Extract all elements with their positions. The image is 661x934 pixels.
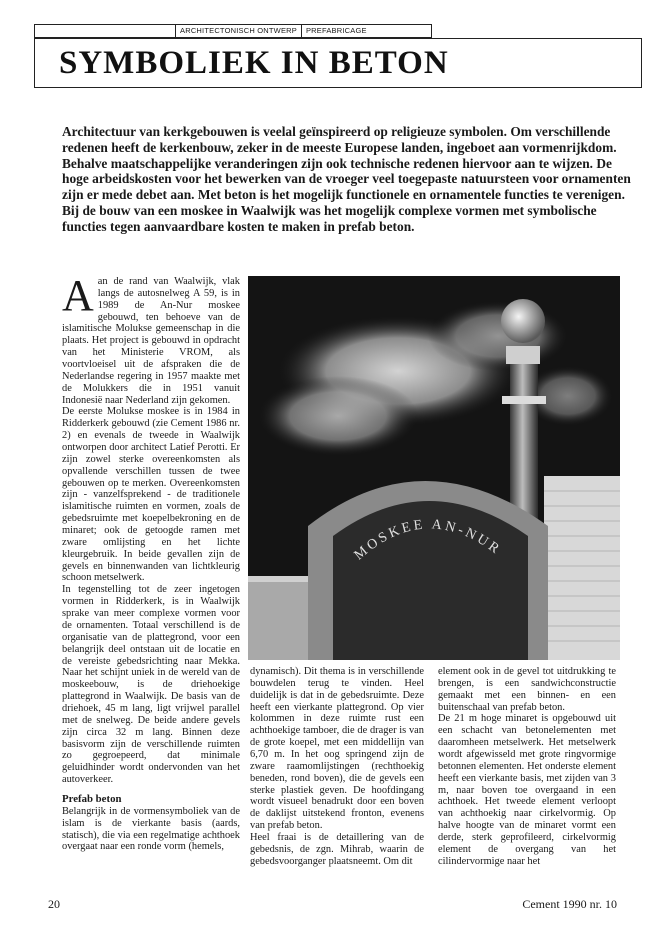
body-column-2 — [250, 666, 424, 868]
body-paragraph: In tegenstelling tot de zeer ingetogen vormen in Ridderkerk, is in Waalwijk sprake van meer complexe vormen voor de ornamenten. Totaal verschillend is de organisatie van de plattegrond, voor een belangrijk deel ontstaan uit de locatie en de vereiste gebedsrichting naar Mekka. Naar het schijnt uniek in de wereld van de moskeebouw, is de driehoekige plattegrond in Waalwijk. De basis van de driehoek, 45 m lang, ligt vrijwel parallel met de snelweg. De beide andere gevels zijn circa 32 m lang. Binnen deze basisvorm zijn de verschillende ruimten zo gegroepeerd, dat minimale geluidhinder wordt ondervonden van het autoverkeer. — [62, 584, 240, 786]
page-number: 20 — [48, 897, 60, 911]
section-label-secondary: PREFABRICAGE — [305, 26, 367, 35]
article-intro: Architectuur van kerkgebouwen is veelal geïnspireerd op religieuze symbolen. Om verschillende redenen heeft de kerkenbouw, zeker in de meeste Europese landen, ingeboet aan vormenrijkdom. Behalve maatschappelijke veranderingen zijn ook technische redenen hiervoor aan te wijzen. De hoge arbeidskosten voor het bewerken van de vroeger veel toegepaste natuursteen voor ornamenten zijn er mede debet aan. Met beton is het mogelijk functionele en ornamentele functies te verenigen. Bij de bouw van een moskee in Waalwijk was het mogelijk complexe vormen met symbolische functies tegen aanvaardbare kosten te maken in prefab beton. — [62, 124, 631, 234]
body-paragraph: an de rand van Waalwijk, vlak langs de autosnelweg A 59, is in 1989 de An-Nur moskee gebouwd, ten behoeve van de islamitische Molukse gemeenschap in die plaats. Het project is gebouwd in opdracht van het Ministerie VROM, als voortvloeisel uit de afspraken die de Nederlandse regering in 1957 maakte met de Molukkers die in 1951 vanuit Indonesië naar Nederland zijn gekomen. — [62, 276, 240, 406]
drop-cap: A — [62, 271, 94, 320]
body-paragraph: dynamisch). Dit thema is in verschillende bouwdelen terug te vinden. Heel duidelijk is dat in de gebedsruimte. Deze heeft een vierkante plattegrond. Op vier kolommen in deze ruimte rust een achthoekige tamboer, die de drager is van de grote koepel, met een middellijn van 6,70 m. In het oog springend zijn de zware raamomlijstingen (rechthoekig beneden, rond boven), die de gevels een sterke plastiek geven. De hoofdingang wordt visueel benadrukt door een boven de daklijst uitstekend fronton, evenens van prefab beton. — [250, 666, 424, 832]
mosque-photo-illustration — [248, 276, 620, 660]
body-column-1 — [62, 271, 240, 853]
section-label-primary: ARCHITECTONISCH ONTWERP — [176, 25, 302, 37]
body-paragraph: element ook in de gevel tot uitdrukking te brengen, is een sandwichconstructie gemaakt met een binnen- en een buitenschaal van prefab beton. — [438, 666, 616, 713]
body-paragraph: Heel fraai is de detaillering van de gebedsnis, de zgn. Mihrab, waarin de gebedsvoorganger plaatsneemt. Om dit — [250, 832, 424, 867]
subheading: Prefab beton — [62, 792, 122, 805]
header-spacer — [35, 25, 176, 37]
title-box — [34, 38, 642, 88]
body-paragraph: De eerste Molukse moskee is in 1984 in Ridderkerk gebouwd (zie Cement 1986 nr. 2) en evenals de tweede in Waalwijk ontworpen door architect Latief Perotti. Er zijn zowel sterke overeenkomsten als opvallende verschillen tussen de twee gebouwen op te merken. Overeenkomsten zijn - vanzelfsprekend - de traditionele islamitische ruimten en vormen, zoals de gebedsruimte met koepelbekroning en de minaret; ook de getoogde ramen met zware omlijsting en het lichte kleurgebruik. In beide gevallen zijn de gevels en binnenwanden van lichtkleurig schoon metselwerk. — [62, 406, 240, 584]
section-header — [34, 24, 432, 38]
body-column-3 — [438, 666, 616, 868]
journal-issue: Cement 1990 nr. 10 — [522, 897, 617, 911]
mosque-photo — [248, 276, 620, 660]
body-paragraph: Belangrijk in de vormensymboliek van de islam is de vierkante basis (aards, statisch), die via een regelmatige achthoek overgaat naar een ronde vorm (hemels, — [62, 805, 240, 853]
body-paragraph: De 21 m hoge minaret is opgebouwd uit een schacht van betonelementen met daaromheen metselwerk. Het metselwerk wordt afgewisseld met grote ringvormige betonnen elementen. Het onderste element heeft een vierkante basis, met zijden van 3 m, naar boven toe overgaand in een achthoek. Het tweede element verloopt van achthoekig naar cirkelvormig. Op halve hoogte van de minaret vormt een derde, sterk geprofileerd, cirkelvormig element de overgang van het cilindervormige naar het — [438, 713, 616, 867]
photo-inscription: MOSKEE AN-NUR — [351, 517, 504, 564]
article-title: SYMBOLIEK IN BETON — [59, 45, 449, 81]
